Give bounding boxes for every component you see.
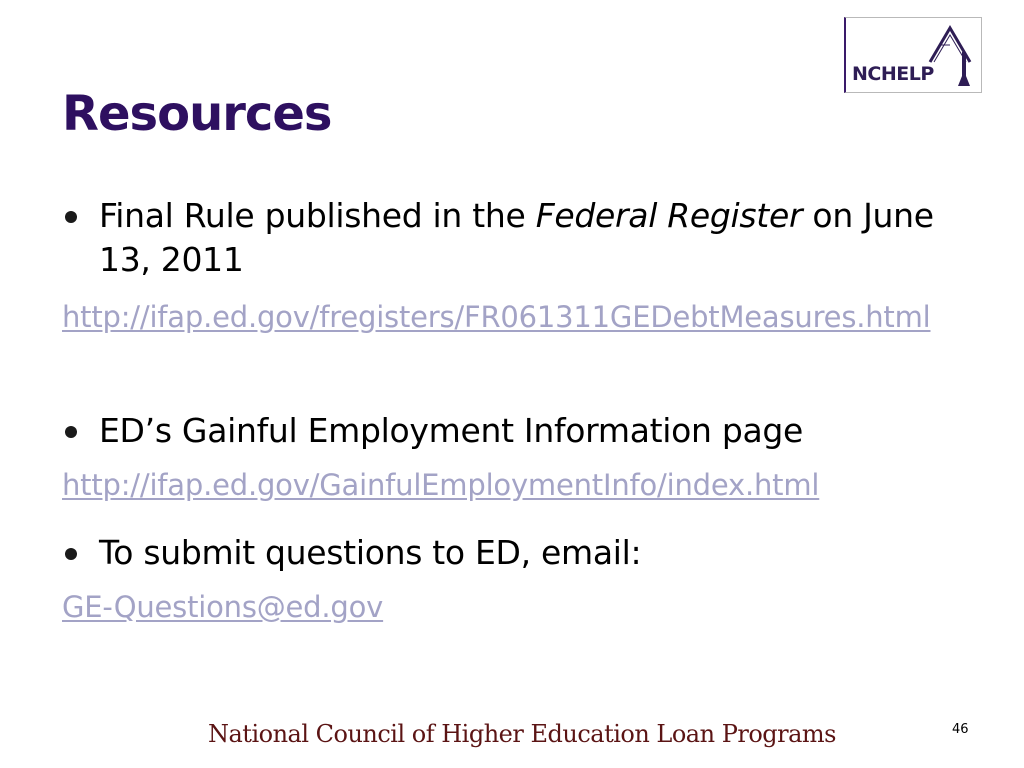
footer-organization-name: National Council of Higher Education Loan Programs xyxy=(207,720,836,748)
email-link[interactable]: GE-Questions@ed.gov xyxy=(62,590,384,624)
bullet-text: Final Rule published in the Federal Register on June 13, 2011 xyxy=(99,196,934,279)
bullet-text: ED’s Gainful Employment Information page xyxy=(99,411,804,450)
nchelp-logo xyxy=(844,17,982,93)
federal-register-italic: Federal Register xyxy=(535,196,803,235)
ge-info-link[interactable]: http://ifap.ed.gov/GainfulEmploymentInfo/index.html xyxy=(62,468,820,502)
logo-text: NCHELP xyxy=(852,63,934,85)
federal-register-link[interactable]: http://ifap.ed.gov/fregisters/FR061311GEDebtMeasures.html xyxy=(62,300,931,334)
bullet-dot-icon xyxy=(65,426,77,438)
bullet-item-final-rule xyxy=(62,194,962,282)
page-number: 46 xyxy=(952,722,969,737)
bullet-item-ge-info xyxy=(62,409,962,453)
bullet-item-submit-questions xyxy=(62,531,962,575)
bullet-text: To submit questions to ED, email: xyxy=(99,533,642,572)
bullet-dot-icon xyxy=(65,211,77,223)
bullet-dot-icon xyxy=(65,548,77,560)
slide-title: Resources xyxy=(62,86,332,142)
